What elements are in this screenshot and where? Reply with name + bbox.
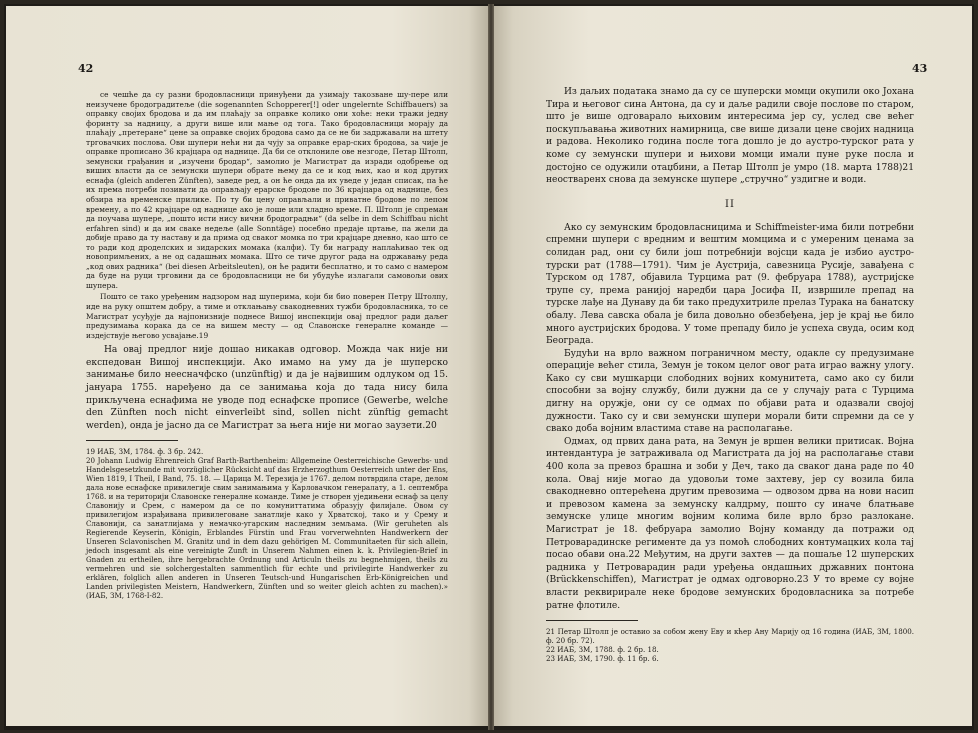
left-text-column: [86, 90, 448, 600]
right-text-column: [546, 86, 914, 663]
footnote-rule: [86, 440, 178, 441]
book-spread: [4, 4, 974, 730]
paragraph: Будући на врло важном пограничном месту, одакле су предузимане операције већег стила, Земун је током целог овог рата играо важну улогу. Како су сви мушкарци слободних војних комунитета, само ако су били способни за војну службу, били дужни да се у случају рата с Турцима дигну на оружје, они су се одмах по објави рата и одазвали својој дужности. Тако су и сви земунски шупери морали бити спремни да се у свако доба војним властима ставе на располагање.: [546, 348, 914, 435]
page-number-right: 43: [912, 62, 928, 75]
page-number-left: 42: [78, 62, 94, 75]
block-quote-paragraph: Пошто се тако уређеним надзором над шуперима, који би био поверен Петру Штолпу, иде на руку општем добру, а тиме и отклањању свакодневних тужби бродовласника, то се Магистрат усуђује да најпонизније поднесе Вишој инспекцији овај предлог ради даљег предузимања корака да се на вишем месту — од Славонске генералне команде — издејствује његово усвајање.19: [86, 292, 448, 340]
left-page: [6, 6, 488, 726]
footnote: 23 ИАБ, ЗМ, 1790. ф. 11 бр. 6.: [546, 654, 659, 664]
paragraph: Ако су земунским бродовласницима и Schiffmeister-има били потребни спремни шупери с вредним и вештим момцима и с умереним ценама за солидан рад, они су били још потребнији војсци када је избио аустро-турски рат (1788—1791). Чим је Аустрија, савезница Русије, завађена с Турском од 1787, објавила Турцима рат (9. фебруара 1788), аустријске трупе су, према ранијој наредби цара Јосифа II, извршиле препад на турске лађе на Дунаву да би тако предухитриле прелаз Турака на банатску обалу. Лева савска обала је била довољно обезбеђена, јер је крај ње било много аустријских бродова. У томе препаду било је успеха свуда, осим код Београда.: [546, 222, 914, 347]
paragraph: Из даљих података знамо да су се шуперски момци окупили око Јохана Тира и његовог сина Антона, да су и даље радили своје послове по старом, што је више одговарало њиховим интересима јер су, услед све већег поскупљавања животних намирница, све више дизали цене својих надница и радова. Неколико година после тога дошло је до аустро-турског рата у коме су земунски шупери и њихови момци имали пуне руке посла и достојно се одужили отаџбини, а Петар Штолп је умро (18. марта 1788)21 неостваренх снова да земунске шупере „стручно“ уздигне и води.: [546, 87, 914, 186]
main-paragraph: На овај предлог није дошао никакав одговор. Можда чак није ни експедован Вишој инспекцији. Ако имамо на уму да је шуперско занимање било неесначфско (unzünftig) и да је највишим одлуком од 15. јануара 1755. наређено да се занимања која до тада нису била прикључена еснафима не уводе под еснафске прописе (Gewerbe, welche den Zünften noch nicht einverleibt sind, sollen nicht zünftig gemacht werden), онда је јасно да се Магистрат за њега није ни могао заузети.20: [86, 345, 448, 431]
block-quote-paragraph: се чешће да су разни бродовласници принуђени да узимају такозване шу-пере или неизучене бродоградитеље (die sogenannten Schopperer[!] oder ungelernte Schiffbauers) за оправку својих бродова и да им плаћају за оправке колико они хоће: неки тражи једну форинту за надницу, а други више или мање од тога. Тако бродовласници морају да плаћају „претеране“ цене за оправке својих бродова само да се не би задржавали на штету трговачких послова. Ови шупери нећи ни да чују за оправке ерар-ских бродова, за чије је оправке прописано 36 крајцара од наднице. Да би се отклониле ове незгоде, Петар Штолп, земунски грађанин и „изучени бродар“, замолио је Магистрат да изради одобрење од виших власти да се земунски шупери обрате њему да се и код њих, као и код других еснафа (gleich anderen Zünften), заведе ред, а он ће онда да их уведе у један списак, па ће их према потреби позивати да оправљају ерарске бродове по 36 крајцара од наднице, без обзира на временске прилике. По ту би цену оправљали и приватне бродове по лепом времену, а по 42 крајцаре од наднице ако је лоше или хладно време. П. Штолп је спреман да поучава шупере, „пошто исти нису вични бродоградњи“ (da selbe in dem Schiffbau nicht erfahren sind) и да им сваке недеље (alle Sonntäge) посебно предаје цртање, па жели да добије право да ту наставу и да прима од сваког момка по три крајцаре дневно, као што се то ради код дроделских и зидарских момака (калфи). Ту би награду наплаћивао тек од новопримљених, а не од садашњих момака. Што се тиче другог рада на одржавању реда „код ових радника“ (bei diesen Arbeitsleuten), он ће радити бесплатно, и то само с намером да буде на руци трговини да се бродовласници не би убудуће излагали самовољи ових шупера.: [86, 90, 448, 290]
footnote-rule: [546, 620, 638, 621]
footnote: 20 Johann Ludwig Ehrenreich Graf Barth-Barthenheim: Allgemeine Oesterreichische Gewerbs- und Handelsgesetzkunde mit vorzüglicher Rücksicht auf das Erzherzogthum Oesterreich unter der Ens, Wien 1819, I Theil, I Band, 75. 18. — Царица М. Терезија је 1767. делом потврдила старе, делом дала нове еснафске привилегије свим занимањима у Карловачком генералату, а 1. септембра 1768. и на територији Славонске генералне команде. Тиме је створен уједињени еснаф за целу Славонију и Срем, с намером да се по комуниттатима образују филијале. Овом су привилегијом израђивана привилеговане занатлије како у Хрватској, тако и у Срему и Славонији, са занатлијама у немачко-угарским наследним земљама. (Wir geruheten als Regierende Keyserin, Königin, Erblandes Fürstin und Frau vorverwehnten Handwerkern der Unseren Sclavonischen M. Granitz und in dem dazu gehörigen M. Communitaeten für sich allein, jedoch insgesamt als eine vereinigte Zunft in Unserem Nahmen einen k. k. Privilegien-Brief in Gnaden zu ertheilen, ihre hergebrachte Ordnung und Articuln theils zu begnehmigen, theils zu vermehren und sie solchergestalten sammentlich für echte und privilegirte Handwerker zu erklären, folglich allen anderen in Unseren Teutsch-und Hungarischen Erb-Königreichen und Landen privilegisten Meistern, Handwerkern, Zünften und so weiter gleich achten zu machen).» (ИАБ, ЗМ, 1768-I-82.: [86, 456, 448, 601]
section-heading: II: [725, 198, 735, 210]
right-page: [494, 6, 972, 726]
paragraph: Одмах, од првих дана рата, на Земун је вршен велики притисак. Војна интендантура је затраживала од Магистрата да јој на располагање стави 400 кола за превоз брашна и зоби у Деч, тако да сваког дана раде по 40 кола. Овај није могао да удовољи томе захтеву, јер су возила била свакодневно оптерећена другим превозима — одвозом дрва на нови насип и превозом камена за земунску калдрму, пошто су иначе блатњаве земунске улице многим војним колима биле врло брзо разлокане. Магистрат је 18. фебруара замолио Војну команду да потражи од Петроварадинске регименте да уз помоћ слободних контумацких кола тај посао обави она.22 Међутим, на други захтев — да пошаље 12 шуперских радника у Петроварадин ради уређења ондашњих државних понтона (Brückkenschiffen), Магистрат је одмах одговорно.23 У то време су војне власти реквирирале неке бродове земунских бродовласника за потребе ратне флотиле.: [546, 436, 914, 611]
footnote: 21 Петар Штолп је оставио за собом жену Еву и кћер Ану Марију од 16 година (ИАБ, ЗМ, 1800. ф. 20 бр. 72).: [546, 627, 914, 646]
footnote: 22 ИАБ, ЗМ, 1788. ф. 2 бр. 18.: [546, 645, 659, 655]
footnote: 19 ИАБ, ЗМ, 1784. ф. 3 бр. 242.: [86, 447, 204, 457]
